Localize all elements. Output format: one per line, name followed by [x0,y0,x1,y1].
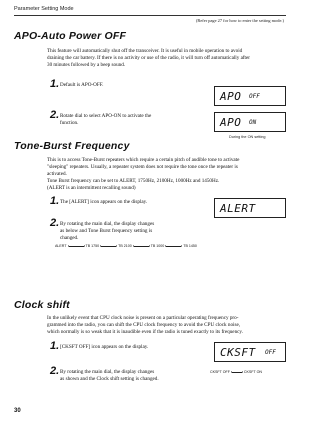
tone-heading: Tone-Burst Frequency [14,140,130,152]
double-arrow-icon [232,372,242,373]
step-text: as shown and the Clock shift setting is changed. [60,375,159,382]
apo-paragraph [47,48,287,69]
step-number: 1. [50,195,60,207]
step-text: function. [60,119,79,126]
tone-line-3: activated. [47,170,67,177]
tone-step-1 [50,195,148,207]
lcd-main-text: APO [220,90,242,103]
tone-line-5: (ALERT is an intermittent recalling sound) [47,184,136,191]
apo-line-2: draining the car battery. If there is no activity or use of the radio, it will turn off automatically after [47,54,250,61]
lcd-main-text: APO [220,116,242,129]
clock-step-1 [50,340,149,352]
clock-line-3: which normally is so weak that it is inaudible even if the radio is tuned exactly to its frequency. [47,328,243,335]
header-rule [14,15,286,16]
flow-item: TB 1450 [183,244,197,248]
flow-item: TB 1750 [85,244,100,248]
clock-heading: Clock shift [14,299,70,311]
double-arrow-icon [101,246,116,247]
tone-paragraph [47,157,287,192]
flow-item: TB 2100 [118,244,132,248]
tone-line-4: Tone Burst frequency can be set to ALERT, 1750Hz, 2100Hz, 1000Hz and 1450Hz. [47,177,220,184]
double-arrow-icon [166,246,181,247]
lcd-apo-off [214,86,286,106]
flow-item: ALERT [55,244,67,248]
step-text: The [ALERT] icon appears on the display. [60,199,148,205]
double-arrow-icon [134,246,149,247]
lcd-alert [214,198,286,218]
tone-flow [55,244,197,248]
step-text: Default is APO-OFF. [60,82,104,88]
step-text: By rotating the main dial, the display changes [60,369,155,375]
tone-line-2: "sleeping" repeaters. Usually, a repeater system does not require the tone once the repeater is [47,163,238,170]
lcd-main-text: CKSFT [220,346,256,359]
step-text: as below and Tone Burst frequency setting is [60,227,153,234]
apo-line-1: This feature will automatically shut off the transceiver. It is useful in mobile operation to avoid [47,48,243,54]
clock-step-2 [50,365,159,383]
tone-step-2 [50,217,155,242]
lcd-main-text: ALERT [220,202,256,215]
clock-line-1: In the unlikely event that CPU clock noise is present on a particular operating frequency pro- [47,315,239,321]
apo-heading: APO-Auto Power OFF [14,30,127,42]
step-number: 1. [50,340,60,352]
lcd-caption: During the ON setting [229,135,266,139]
lcd-apo-on [214,112,286,132]
step-text: [CKSFT OFF] icon appears on the display. [60,344,149,350]
flow-item: TB 1000 [150,244,165,248]
running-header: Parameter Setting Mode [14,6,74,12]
flow-item: CKSFT ON [243,370,263,374]
reference-note: (Refer page 27 for how to enter the setting mode.) [195,18,284,23]
step-text: changed. [60,234,79,241]
apo-step-1 [50,78,104,90]
apo-step-2 [50,109,152,127]
clock-paragraph [47,315,287,336]
step-number: 2. [50,109,60,121]
clock-flow [210,370,262,374]
apo-line-3: 30 minutes followed by a beep sound. [47,61,126,68]
step-number: 2. [50,217,60,229]
lcd-cksft [214,342,286,362]
step-number: 2. [50,365,60,377]
step-number: 1. [50,78,60,90]
lcd-sub-text: OFF [249,93,260,100]
double-arrow-icon [69,246,84,247]
step-text: By rotating the main dial, the display changes [60,221,155,227]
step-text: Rotate dial to select APO-ON to activate the [60,113,152,119]
flow-item: CKSFT OFF [210,370,230,374]
lcd-sub-text: ON [249,119,257,126]
page-number: 30 [14,408,21,414]
lcd-sub-text: OFF [265,349,276,356]
tone-line-1: This is to access Tone-Burst repeaters which require a certain pitch of audible tone to activate [47,157,240,163]
clock-line-2: grammed into the radio, you can shift the CPU clock frequency to avoid the CPU clock noise, [47,321,241,328]
